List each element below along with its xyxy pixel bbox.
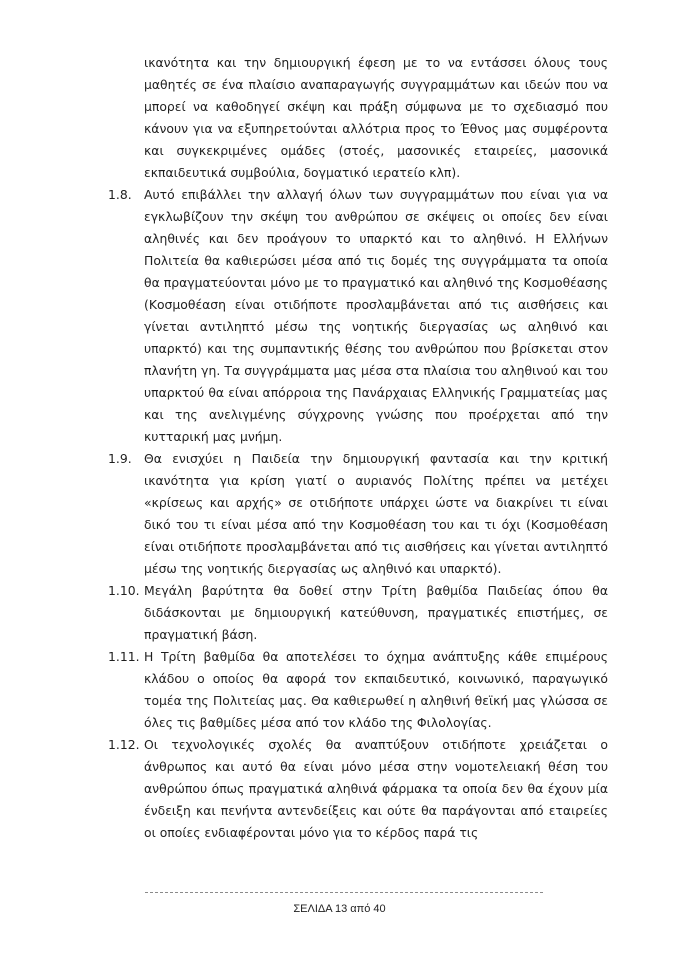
paragraph-1-8 [108,184,608,448]
paragraph-1-10 [108,580,608,646]
paragraph-text: Αυτό επιβάλλει την αλλαγή όλων των συγγραμμάτων που είναι για να εγκλωβίζουν την σκέψη του ανθρώπου σε σκέψεις οι οποίες δεν είναι αληθινές και δεν προάγουν το υπαρκτό και το αληθινό. Η Ελλήνων Πολιτεία θα καθιερώσει μέσα από τις δομές της συγγράμματα τα οποία θα πραγματεύονται μόνο με το πραγματικό και αληθινό της Κοσμοθέασης (Κοσμοθέαση είναι οτιδήποτε προσλαμβάνεται από τις αισθήσεις και γίνεται αντιληπτό μέσω της νοητικής διεργασίας ως αληθινό και υπαρκτό) και της συμπαντικής θέσης του ανθρώπου που βρίσκεται στον πλανήτη γη. Τα συγγράμματα μας μέσα στα πλαίσια του αληθινού και του υπαρκτού θα είναι απόρροια της Πανάρχαιας Ελληνικής Γραμματείας μας και της ανελιγμένης σύγχρονης γνώσης που προέρχεται από την κυτταρική μας μνήμη. [144,187,608,444]
page-number-footer: ΣΕΛΙΔΑ 13 από 40 [293,903,386,915]
paragraph-continuation [108,52,608,184]
paragraph-text: Οι τεχνολογικές σχολές θα αναπτύξουν οτιδήποτε χρειάζεται ο άνθρωπος και αυτό θα είναι μόνο μέσα στην νομοτελειακή θέση του ανθρώπου όπως πραγματικά αληθινά φάρμακα τα οποία δεν θα έχουν μία ένδειξη και πενήντα αντενδείξεις και ούτε θα παράγονται από εταιρείες οι οποίες ενδιαφέρονται μόνο για το κέρδος παρά τις [144,737,608,840]
paragraph-number: 1.8. [108,187,132,202]
document-body [108,52,608,844]
footer-divider [145,892,543,893]
paragraph-1-9 [108,448,608,580]
paragraph-number: 1.12. [108,737,140,752]
paragraph-number: 1.11. [108,649,140,664]
paragraph-text: Θα ενισχύει η Παιδεία την δημιουργική φαντασία και την κριτική ικανότητα για κρίση γιατί ο αυριανός Πολίτης πρέπει να μετέχει «κρίσεως και αρχής» σε οτιδήποτε υπάρχει ώστε να διακρίνει τι είναι δικό του τι είναι μέσα από την Κοσμοθέαση του και τι όχι (Κοσμοθέαση είναι οτιδήποτε προσλαμβάνεται από τις αισθήσεις και γίνεται αντιληπτό μέσω της νοητικής διεργασίας ως αληθινό και υπαρκτό). [144,451,608,576]
paragraph-text: Η Τρίτη βαθμίδα θα αποτελέσει το όχημα ανάπτυξης κάθε επιμέρους κλάδου ο οποίος θα αφορά τον εκπαιδευτικό, κοινωνικό, παραγωγικό τομέα της Πολιτείας μας. Θα καθιερωθεί η αληθινή θεϊκή μας γλώσσα σε όλες τις βαθμίδες μέσα από τον κλάδο της Φιλολογίας. [144,649,608,730]
paragraph-text: ικανότητα και την δημιουργική έφεση με το να εντάσσει όλους τους μαθητές σε ένα πλαίσιο αναπαραγωγής συγγραμμάτων και ιδεών που να μπορεί να καθοδηγεί σκέψη και πράξη σύμφωνα με το σχεδιασμό που κάνουν για να εξυπηρετούνται αλλότρια προς το Έθνος μας συμφέροντα και συγκεκριμένες ομάδες (στοές, μασονικές εταιρείες, μασονικά εκπαιδευτικά συμβούλια, δογματικό ιερατείο κλπ). [144,55,608,180]
paragraph-1-12 [108,734,608,844]
paragraph-number: 1.9. [108,451,132,466]
paragraph-number: 1.10. [108,583,140,598]
paragraph-1-11 [108,646,608,734]
paragraph-text: Μεγάλη βαρύτητα θα δοθεί στην Τρίτη βαθμίδα Παιδείας όπου θα διδάσκονται με δημιουργική κατεύθυνση, πραγματικές επιστήμες, σε πραγματική βάση. [144,583,608,642]
